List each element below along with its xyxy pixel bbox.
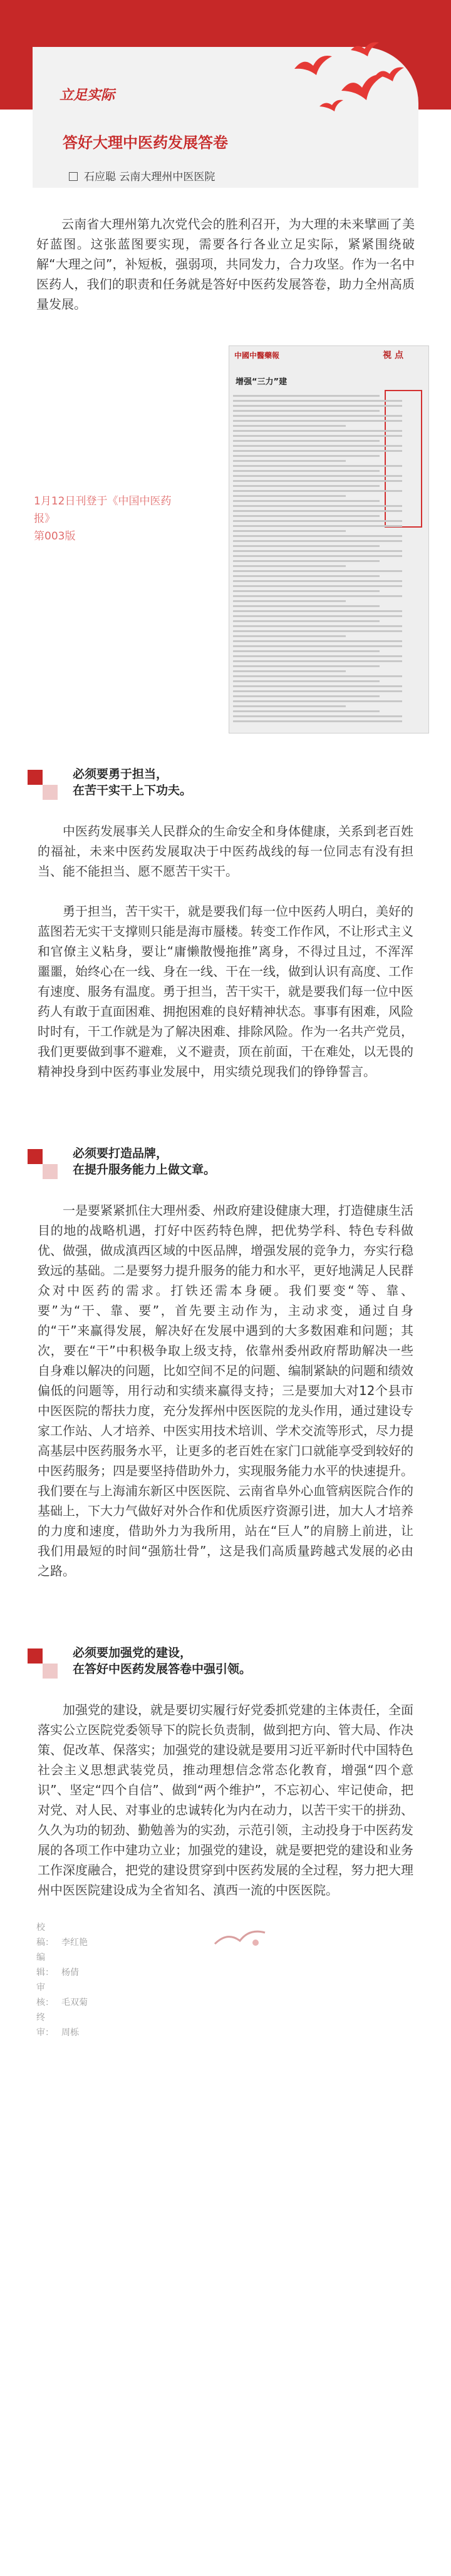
byline-square-icon (69, 172, 78, 181)
newspaper-text-line (233, 460, 346, 462)
section-marker-icon (28, 770, 43, 785)
intro-paragraph-block (28, 214, 423, 314)
newspaper-text-line (233, 710, 380, 712)
newspaper-text-line (233, 435, 402, 437)
section-paragraph: 一是要紧紧抓住大理州委、州政府建设健康大理，打造健康生活目的地的战略机遇，打好中医药特色牌，把优势学科、特色专科做优、做强，做成滇西区域的中医品牌，增强发展的竞争力，夯实行稳致远的基础。二是要努力提升服务的能力和水平，更好地满足人民群众对中医药的需求。打铁还需本身硬。我们要变“等、靠、要”为“干、靠、要”，首先要主动作为，主动求变，通过自身的“干”来赢得发展，解决好在发展中遇到的大多数困难和问题；其次，要在“干”中积极争取上级支持，依靠州委州政府帮助解决一些自身难以解决的问题，比如空间不足的问题、编制紧缺的问题和绩效偏低的问题等，用行动和实绩来赢得支持；三是要加大对12个县市中医医院的帮扶力度，充分发挥州中医医院的龙头作用，通过建设专家工作站、人才培养、中医实用技术培训、学术交流等形式，尽力提高基层中医药服务水平，让更多的老百姓在家门口就能享受到较好的中医药服务；四是要坚持借助外力，实现服务能力水平的快速提升。我们要在与上海浦东新区中医医院、云南省阜外心血管病医院合作的基础上，下大力气做好对外合作和优质医疗资源引进，加大人才培养的力度和速度，借助外力为我所用，站在“巨人”的肩膀上前进，让我们用最短的时间“强筋壮骨”，这是我们高质量跨越式发展的必由之路。 (38, 1203, 413, 1578)
article-section (0, 759, 451, 1081)
newspaper-article-title: 增强“三力”建 (236, 377, 288, 387)
newspaper-text-line (233, 560, 380, 562)
newspaper-area (0, 327, 451, 759)
header-kicker: 立足实际 (60, 88, 115, 103)
newspaper-text-line (233, 440, 380, 442)
article-headline: 答好大理中医药发展答卷 (63, 134, 228, 151)
newspaper-text-line (233, 570, 402, 572)
newspaper-text-line (233, 705, 346, 707)
credit-line (36, 2010, 451, 2040)
newspaper-text-line (233, 645, 402, 647)
section-heading (28, 1637, 423, 1684)
section-marker-icon (28, 1149, 43, 1164)
newspaper-text-line (233, 675, 402, 677)
newspaper-text-line (233, 660, 402, 662)
newspaper-text-line (233, 665, 380, 667)
footer-decoration-icon (212, 1925, 268, 1950)
newspaper-text-line (233, 425, 346, 427)
newspaper-text-line (233, 400, 402, 402)
intro-paragraph: 云南省大理州第九次党代会的胜利召开，为大理的未来擘画了美好蓝图。这张蓝图要实现，需要各行各业立足实际，紧紧围绕破解“大理之问”，补短板，强弱项，共同发力，合力攻坚。作为一名中医药人，我们的职责和任务就是答好中医药发展答卷，助力全州高质量发展。 (36, 217, 415, 312)
newspaper-text-line (233, 670, 346, 672)
section-marker-shadow (43, 1164, 58, 1179)
credit-line (36, 1950, 451, 1980)
newspaper-clipping-image (229, 345, 429, 733)
newspaper-text-line (233, 480, 402, 482)
newspaper-text-line (233, 405, 402, 407)
section-title-line-2: 在提升服务能力上做文章。 (73, 1163, 216, 1177)
newspaper-text-line (233, 495, 346, 497)
credit-label: 编辑： (36, 1953, 54, 1978)
section-title-line-1: 必须要打造品牌， (73, 1147, 168, 1160)
section-body (38, 821, 413, 1081)
newspaper-text-line (233, 410, 380, 412)
newspaper-text-line (233, 490, 402, 492)
newspaper-text-line (233, 395, 380, 397)
newspaper-text-line (233, 715, 402, 717)
publication-line-1: 1月12日刊登于《中国中医药报》 (34, 495, 172, 525)
newspaper-text-line (233, 530, 346, 532)
newspaper-text-line (233, 565, 346, 567)
section-body (38, 1700, 413, 1900)
newspaper-text-line (233, 640, 402, 642)
section-paragraph: 勇于担当，苦干实干，就是要我们每一位中医药人明白，美好的蓝图若无实干支撑则只能是海市蜃楼。转变工作作风，不让形式主义和官僚主义粘身，要让“庸懒散慢拖推”离身，不得过且过，不浑浑噩噩，始终心在一线、身在一线、干在一线，做到认识有高度、工作有速度、服务有温度。勇于担当，苦干实干，就是要我们每一位中医药人有敢于直面困难、拥抱困难的良好精神状态。事事有困难，风险时时有，干工作就是为了解决困难、排除风险。作为一名共产党员，我们更要做到事不避难，义不避责，顶在前面，干在难处，以无畏的精神投身到中医药事业发展中，用实绩兑现我们的铮铮誓言。 (38, 904, 413, 1079)
newspaper-text-line (233, 685, 402, 687)
newspaper-text-line (233, 690, 402, 692)
credit-name: 杨倩 (61, 1968, 79, 1978)
section-title-line-1: 必须要加强党的建设， (73, 1646, 192, 1660)
newspaper-text-line (233, 580, 402, 582)
newspaper-logo: 中國中醫藥報 (234, 351, 280, 360)
section-title (73, 1645, 251, 1677)
section-marker-shadow (43, 1664, 58, 1679)
section-title (73, 766, 192, 799)
newspaper-text-line (233, 500, 380, 502)
credit-label: 校稿： (36, 1923, 54, 1948)
article-section (0, 1138, 451, 1581)
section-title-line-2: 在答好中医药发展答卷中强引领。 (73, 1662, 252, 1676)
newspaper-text-lines (233, 395, 421, 725)
section-heading (28, 1138, 423, 1184)
newspaper-text-line (233, 450, 402, 452)
newspaper-text-line (233, 515, 380, 517)
newspaper-text-line (233, 635, 346, 637)
newspaper-text-line (233, 615, 402, 617)
newspaper-text-line (233, 420, 402, 422)
newspaper-text-line (233, 575, 380, 577)
section-title-line-1: 必须要勇于担当， (73, 767, 168, 781)
newspaper-text-line (233, 445, 402, 447)
section-paragraph: 中医药发展事关人民群众的生命安全和身体健康，关系到老百姓的福祉，未来中医药发展取决于中医药战线的每一位同志有没有担当、能不能担当、愿不愿苦干实干。 (38, 824, 413, 879)
newspaper-text-line (233, 455, 380, 457)
article-header (0, 0, 451, 194)
article-sections (0, 759, 451, 1900)
publication-note (34, 493, 172, 545)
article-section (0, 1637, 451, 1900)
section-body (38, 1200, 413, 1581)
newspaper-text-line (233, 535, 402, 537)
credits-block (36, 1920, 451, 2038)
newspaper-text-line (233, 520, 402, 522)
byline-text: 石应聪 云南大理州中医医院 (84, 171, 215, 183)
section-paragraph: 加强党的建设，就是要切实履行好党委抓党建的主体责任，全面落实公立医院党委领导下的院长负责制，做到把方向、管大局、作决策、促改革、保落实；加强党的建设就是要用习近平新时代中国特色社会主义思想武装党员，推动理想信念常态化教育，增强“四个意识”、坚定“四个自信”、做到“两个维护”，不忘初心、牢记使命，把对党、对人民、对事业的忠诚转化为内在动力，以苦干实干的拼劲、久久为功的韧劲、勤勉善为的实劲，示范引领，主动投身于中医药发展的各项工作中建功立业；加强党的建设，就是要把党的建设和业务工作深度融合，把党的建设贯穿到中医药发展的全过程，努力把大理州中医医院建设成为全省知名、滇西一流的中医医院。 (38, 1702, 413, 1898)
newspaper-text-line (233, 650, 380, 652)
newspaper-text-line (233, 625, 402, 627)
newspaper-text-line (233, 700, 402, 702)
newspaper-text-line (233, 555, 402, 557)
newspaper-text-line (233, 525, 402, 527)
newspaper-text-line (233, 540, 402, 542)
article-byline (69, 168, 215, 183)
newspaper-text-line (233, 695, 380, 697)
credit-label: 审核： (36, 1983, 54, 2008)
newspaper-text-line (233, 415, 402, 417)
newspaper-text-line (233, 545, 380, 547)
newspaper-text-line (233, 720, 402, 722)
newspaper-text-line (233, 550, 402, 552)
newspaper-text-line (233, 430, 402, 432)
section-marker-shadow (43, 785, 58, 800)
newspaper-text-line (233, 655, 402, 657)
newspaper-text-line (233, 470, 380, 472)
credit-name: 周栎 (61, 2028, 79, 2038)
newspaper-text-line (233, 620, 380, 622)
newspaper-text-line (233, 680, 380, 682)
credit-label: 终审： (36, 2013, 54, 2038)
newspaper-text-line (233, 505, 402, 507)
credit-name: 毛双菊 (61, 1998, 88, 2008)
section-heading (28, 759, 423, 805)
newspaper-text-line (233, 465, 402, 467)
newspaper-text-line (233, 600, 346, 602)
newspaper-text-line (233, 605, 380, 607)
section-title (73, 1145, 215, 1178)
newspaper-text-line (233, 590, 380, 592)
credit-name: 李红艳 (61, 1938, 88, 1948)
publication-line-2: 第003版 (34, 530, 76, 543)
newspaper-text-line (233, 585, 402, 587)
newspaper-text-line (233, 595, 402, 597)
section-marker-icon (28, 1648, 43, 1664)
newspaper-text-line (233, 510, 402, 512)
newspaper-text-line (233, 485, 380, 487)
credit-line (36, 1980, 451, 2010)
section-title-line-2: 在苦干实干上下功夫。 (73, 784, 192, 797)
newspaper-section-tag: 視 点 (383, 350, 403, 360)
newspaper-text-line (233, 475, 402, 477)
newspaper-text-line (233, 630, 402, 632)
newspaper-text-line (233, 610, 402, 612)
flying-birds-icon (282, 38, 407, 125)
